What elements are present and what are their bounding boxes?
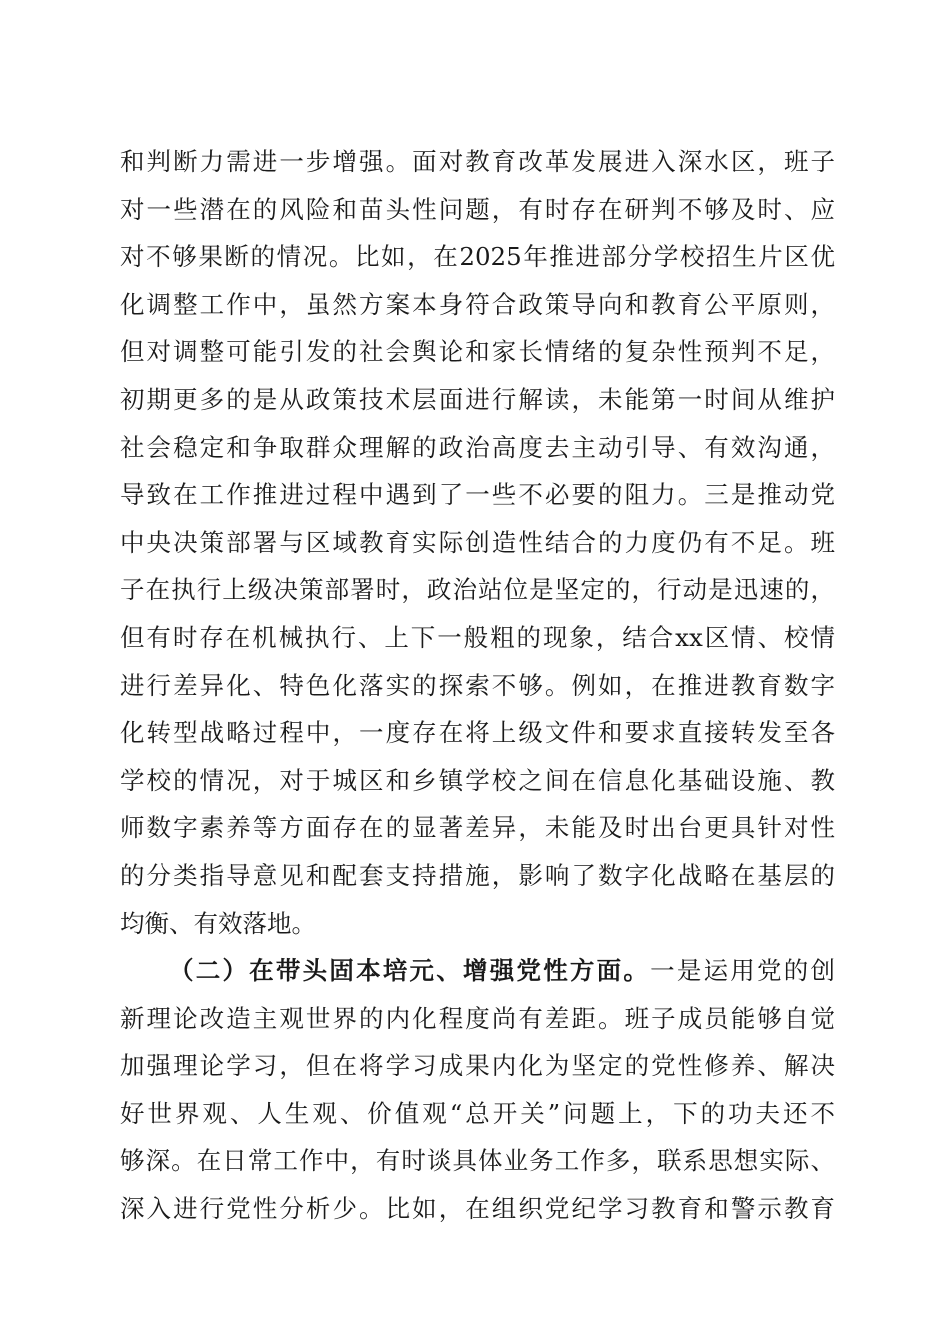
text-line: 好世界观、人生观、价值观“总开关”问题上，下的功夫还不 — [120, 1098, 835, 1128]
section-heading-line — [120, 947, 835, 995]
text-line: 化调整工作中，虽然方案本身符合政策导向和教育公平原则， — [120, 289, 835, 319]
body-text — [120, 138, 835, 1233]
text-line: 深入进行党性分析少。比如，在组织党纪学习教育和警示教育 — [120, 1194, 835, 1224]
text-line: 中央决策部署与区域教育实际创造性结合的力度仍有不足。班 — [120, 527, 835, 557]
text-line: 师数字素养等方面存在的显著差异，未能及时出台更具针对性 — [120, 813, 835, 843]
section-heading: （二）在带头固本培元、增强党性方面。 — [169, 956, 651, 986]
text-line: 加强理论学习，但在将学习成果内化为坚定的党性修养、解决 — [120, 1051, 835, 1081]
text-line: 导致在工作推进过程中遇到了一些不必要的阻力。三是推动党 — [120, 480, 835, 510]
text-line: 进行差异化、特色化落实的探索不够。例如，在推进教育数字 — [120, 670, 835, 700]
text-line: 对不够果断的情况。比如，在2025年推进部分学校招生片区优 — [120, 242, 835, 272]
text-line: 子在执行上级决策部署时，政治站位是坚定的，行动是迅速的， — [120, 575, 835, 605]
text-line: 学校的情况，对于城区和乡镇学校之间在信息化基础设施、教 — [120, 765, 835, 795]
text-line: 但有时存在机械执行、上下一般粗的现象，结合xx区情、校情 — [120, 622, 835, 652]
text-line: 均衡、有效落地。 — [120, 908, 316, 938]
section-heading-rest: 一是运用党的创 — [650, 956, 835, 986]
text-line: 的分类指导意见和配套支持措施，影响了数字化战略在基层的 — [120, 860, 835, 890]
text-line: 和判断力需进一步增强。面对教育改革发展进入深水区，班子 — [120, 147, 835, 176]
text-line: 社会稳定和争取群众理解的政治高度去主动引导、有效沟通， — [120, 432, 835, 462]
text-line: 但对调整可能引发的社会舆论和家长情绪的复杂性预判不足， — [120, 337, 835, 367]
text-line: 够深。在日常工作中，有时谈具体业务工作多，联系思想实际、 — [120, 1146, 835, 1176]
text-line: 对一些潜在的风险和苗头性问题，有时存在研判不够及时、应 — [120, 194, 835, 224]
text-line: 新理论改造主观世界的内化程度尚有差距。班子成员能够自觉 — [120, 1003, 835, 1033]
text-line: 化转型战略过程中，一度存在将上级文件和要求直接转发至各 — [120, 718, 835, 748]
text-line: 初期更多的是从政策技术层面进行解读，未能第一时间从维护 — [120, 384, 835, 414]
